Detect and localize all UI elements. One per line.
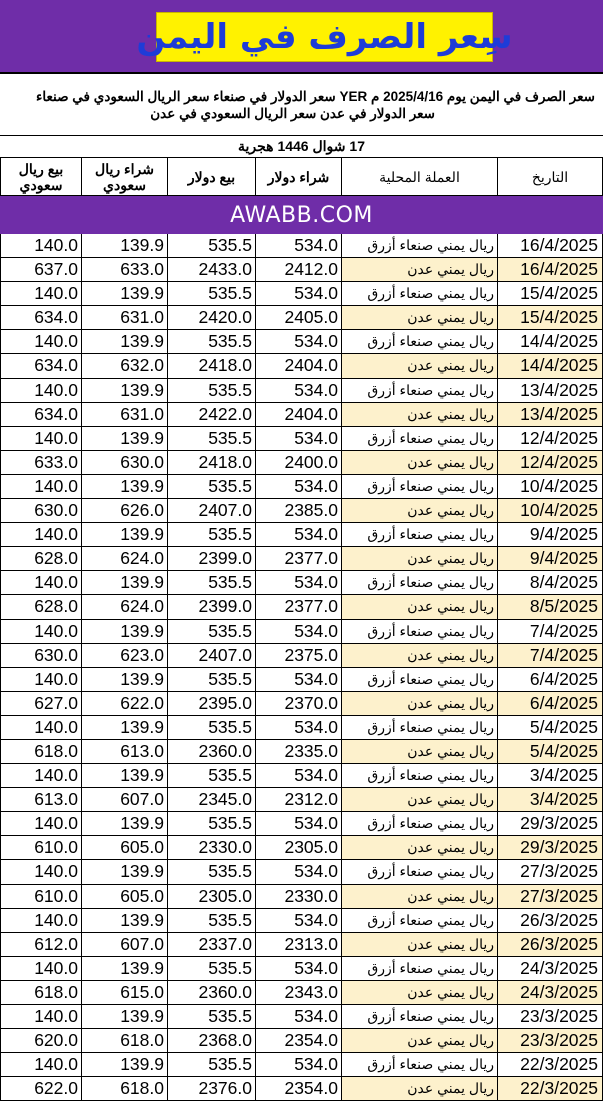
table-row [0, 1029, 603, 1053]
cell-sell-usd: 2399.0 [168, 595, 256, 618]
cell-date: 12/4/2025 [498, 451, 603, 474]
cell-buy-usd: 2343.0 [256, 981, 342, 1004]
cell-sell-usd: 535.5 [168, 523, 256, 546]
table-row [0, 547, 603, 571]
cell-sell-sar: 628.0 [0, 547, 82, 570]
cell-buy-sar: 607.0 [82, 788, 168, 811]
table-row [0, 860, 603, 884]
cell-sell-usd: 535.5 [168, 716, 256, 739]
cell-date: 23/3/2025 [498, 1005, 603, 1028]
col-date: التاريخ [498, 158, 603, 196]
cell-sell-usd: 535.5 [168, 282, 256, 305]
cell-currency: ريال يمني صنعاء أزرق [342, 860, 498, 883]
table-row [0, 330, 603, 354]
site-band [0, 196, 603, 234]
cell-date: 23/3/2025 [498, 1029, 603, 1052]
cell-buy-usd: 534.0 [256, 620, 342, 643]
cell-buy-sar: 139.9 [82, 475, 168, 498]
site-name: AWABB.COM [230, 202, 373, 228]
cell-date: 3/4/2025 [498, 764, 603, 787]
cell-date: 3/4/2025 [498, 788, 603, 811]
table-row [0, 427, 603, 451]
cell-sell-usd: 2407.0 [168, 644, 256, 667]
cell-buy-sar: 139.9 [82, 909, 168, 932]
cell-sell-sar: 620.0 [0, 1029, 82, 1052]
cell-sell-usd: 535.5 [168, 909, 256, 932]
table-row [0, 234, 603, 258]
cell-sell-sar: 612.0 [0, 933, 82, 956]
cell-buy-sar: 605.0 [82, 885, 168, 908]
cell-buy-sar: 631.0 [82, 403, 168, 426]
cell-buy-usd: 534.0 [256, 1053, 342, 1076]
cell-sell-sar: 634.0 [0, 354, 82, 377]
cell-sell-sar: 140.0 [0, 427, 82, 450]
cell-buy-usd: 2385.0 [256, 499, 342, 522]
cell-date: 14/4/2025 [498, 330, 603, 353]
title-box [136, 12, 513, 62]
cell-buy-sar: 139.9 [82, 234, 168, 257]
cell-buy-sar: 139.9 [82, 1005, 168, 1028]
cell-sell-usd: 2395.0 [168, 692, 256, 715]
table-row [0, 933, 603, 957]
cell-currency: ريال يمني صنعاء أزرق [342, 716, 498, 739]
cell-sell-sar: 610.0 [0, 885, 82, 908]
cell-date: 10/4/2025 [498, 499, 603, 522]
cell-sell-sar: 140.0 [0, 909, 82, 932]
cell-currency: ريال يمني صنعاء أزرق [342, 523, 498, 546]
cell-buy-sar: 613.0 [82, 740, 168, 763]
cell-date: 9/4/2025 [498, 547, 603, 570]
cell-sell-sar: 627.0 [0, 692, 82, 715]
cell-buy-usd: 534.0 [256, 1005, 342, 1028]
cell-buy-sar: 139.9 [82, 620, 168, 643]
col-currency: العملة المحلية [342, 158, 498, 196]
cell-currency: ريال يمني عدن [342, 1029, 498, 1052]
cell-currency: ريال يمني صنعاء أزرق [342, 330, 498, 353]
cell-currency: ريال يمني عدن [342, 547, 498, 570]
table-row [0, 499, 603, 523]
cell-currency: ريال يمني عدن [342, 403, 498, 426]
cell-sell-usd: 2418.0 [168, 354, 256, 377]
cell-buy-sar: 139.9 [82, 716, 168, 739]
cell-date: 7/4/2025 [498, 644, 603, 667]
cell-sell-usd: 2337.0 [168, 933, 256, 956]
cell-sell-sar: 140.0 [0, 716, 82, 739]
cell-currency: ريال يمني عدن [342, 354, 498, 377]
cell-buy-usd: 2370.0 [256, 692, 342, 715]
cell-sell-sar: 140.0 [0, 1053, 82, 1076]
table-row [0, 595, 603, 619]
table-row [0, 788, 603, 812]
cell-date: 29/3/2025 [498, 812, 603, 835]
cell-currency: ريال يمني صنعاء أزرق [342, 1005, 498, 1028]
cell-buy-sar: 618.0 [82, 1029, 168, 1052]
cell-date: 27/3/2025 [498, 860, 603, 883]
cell-currency: ريال يمني عدن [342, 499, 498, 522]
cell-buy-usd: 534.0 [256, 523, 342, 546]
cell-currency: ريال يمني صنعاء أزرق [342, 282, 498, 305]
table-row [0, 451, 603, 475]
col-buy-sar: شراء ريال سعودي [82, 158, 168, 196]
cell-currency: ريال يمني صنعاء أزرق [342, 571, 498, 594]
cell-currency: ريال يمني عدن [342, 933, 498, 956]
cell-date: 12/4/2025 [498, 427, 603, 450]
cell-buy-sar: 139.9 [82, 668, 168, 691]
table-row [0, 764, 603, 788]
cell-date: 7/4/2025 [498, 620, 603, 643]
cell-date: 5/4/2025 [498, 740, 603, 763]
cell-currency: ريال يمني صنعاء أزرق [342, 668, 498, 691]
cell-date: 27/3/2025 [498, 885, 603, 908]
page-title: سِعر الصرف في اليمن [136, 17, 513, 57]
cell-sell-usd: 535.5 [168, 475, 256, 498]
table-row [0, 306, 603, 330]
cell-sell-sar: 140.0 [0, 764, 82, 787]
cell-date: 22/3/2025 [498, 1077, 603, 1100]
cell-buy-sar: 623.0 [82, 644, 168, 667]
cell-date: 24/3/2025 [498, 981, 603, 1004]
cell-sell-sar: 140.0 [0, 957, 82, 980]
cell-currency: ريال يمني صنعاء أزرق [342, 1053, 498, 1076]
cell-sell-sar: 140.0 [0, 571, 82, 594]
table-row [0, 620, 603, 644]
cell-date: 26/3/2025 [498, 909, 603, 932]
cell-buy-sar: 139.9 [82, 523, 168, 546]
cell-currency: ريال يمني صنعاء أزرق [342, 379, 498, 402]
cell-sell-usd: 2422.0 [168, 403, 256, 426]
cell-currency: ريال يمني صنعاء أزرق [342, 620, 498, 643]
cell-buy-usd: 534.0 [256, 716, 342, 739]
cell-buy-usd: 2335.0 [256, 740, 342, 763]
table-row [0, 523, 603, 547]
cell-sell-usd: 535.5 [168, 1053, 256, 1076]
cell-sell-usd: 2407.0 [168, 499, 256, 522]
cell-currency: ريال يمني صنعاء أزرق [342, 909, 498, 932]
cell-buy-sar: 622.0 [82, 692, 168, 715]
cell-sell-sar: 618.0 [0, 740, 82, 763]
cell-currency: ريال يمني عدن [342, 788, 498, 811]
table-row [0, 379, 603, 403]
cell-sell-usd: 535.5 [168, 234, 256, 257]
table-row [0, 836, 603, 860]
cell-date: 29/3/2025 [498, 836, 603, 859]
cell-date: 24/3/2025 [498, 957, 603, 980]
cell-currency: ريال يمني عدن [342, 885, 498, 908]
description-line-2: سعر الدولار في عدن سعر الريال السعودي في عدن [150, 106, 435, 121]
cell-sell-sar: 633.0 [0, 451, 82, 474]
column-header-row [0, 158, 603, 196]
table-row [0, 716, 603, 740]
cell-buy-usd: 2404.0 [256, 403, 342, 426]
cell-buy-sar: 139.9 [82, 379, 168, 402]
cell-date: 15/4/2025 [498, 306, 603, 329]
description-line-1: سعر الصرف في اليمن يوم 2025/4/16 م YER سعر الدولار في صنعاء سعر الريال السعودي في صنعاء [36, 89, 595, 104]
table-row [0, 644, 603, 668]
cell-date: 6/4/2025 [498, 668, 603, 691]
cell-sell-sar: 140.0 [0, 1005, 82, 1028]
cell-sell-usd: 2399.0 [168, 547, 256, 570]
cell-sell-sar: 634.0 [0, 403, 82, 426]
table-row [0, 571, 603, 595]
cell-buy-usd: 534.0 [256, 764, 342, 787]
table-row [0, 909, 603, 933]
cell-currency: ريال يمني صنعاء أزرق [342, 957, 498, 980]
table-row [0, 692, 603, 716]
cell-sell-sar: 140.0 [0, 234, 82, 257]
cell-buy-usd: 534.0 [256, 571, 342, 594]
cell-date: 5/4/2025 [498, 716, 603, 739]
cell-sell-sar: 140.0 [0, 523, 82, 546]
cell-currency: ريال يمني عدن [342, 740, 498, 763]
col-sell-sar: بيع ريال سعودي [0, 158, 82, 196]
cell-sell-sar: 140.0 [0, 475, 82, 498]
cell-buy-sar: 139.9 [82, 427, 168, 450]
cell-buy-usd: 534.0 [256, 234, 342, 257]
cell-buy-sar: 618.0 [82, 1077, 168, 1100]
cell-buy-sar: 607.0 [82, 933, 168, 956]
cell-currency: ريال يمني صنعاء أزرق [342, 427, 498, 450]
cell-buy-usd: 2377.0 [256, 547, 342, 570]
cell-currency: ريال يمني عدن [342, 451, 498, 474]
table-row [0, 282, 603, 306]
cell-buy-usd: 2313.0 [256, 933, 342, 956]
cell-sell-sar: 630.0 [0, 499, 82, 522]
table-row [0, 1005, 603, 1029]
cell-buy-sar: 139.9 [82, 330, 168, 353]
rates-table [0, 234, 603, 1101]
cell-buy-usd: 2404.0 [256, 354, 342, 377]
cell-sell-sar: 140.0 [0, 812, 82, 835]
cell-buy-usd: 534.0 [256, 812, 342, 835]
table-row [0, 957, 603, 981]
cell-sell-sar: 613.0 [0, 788, 82, 811]
cell-currency: ريال يمني صنعاء أزرق [342, 475, 498, 498]
cell-buy-sar: 632.0 [82, 354, 168, 377]
col-sell-usd: بيع دولار [168, 158, 256, 196]
table-row [0, 1077, 603, 1101]
cell-currency: ريال يمني عدن [342, 981, 498, 1004]
hijri-date: 17 شوال 1446 هجرية [0, 136, 603, 158]
cell-sell-usd: 2433.0 [168, 258, 256, 281]
table-row [0, 1053, 603, 1077]
cell-date: 16/4/2025 [498, 258, 603, 281]
cell-date: 10/4/2025 [498, 475, 603, 498]
cell-sell-sar: 618.0 [0, 981, 82, 1004]
cell-buy-sar: 139.9 [82, 957, 168, 980]
cell-currency: ريال يمني صنعاء أزرق [342, 764, 498, 787]
cell-sell-usd: 535.5 [168, 812, 256, 835]
cell-sell-usd: 2360.0 [168, 740, 256, 763]
table-row [0, 812, 603, 836]
cell-buy-sar: 139.9 [82, 764, 168, 787]
cell-date: 8/4/2025 [498, 571, 603, 594]
cell-sell-sar: 140.0 [0, 620, 82, 643]
table-row [0, 403, 603, 427]
cell-buy-sar: 624.0 [82, 547, 168, 570]
table-row [0, 668, 603, 692]
cell-buy-usd: 2412.0 [256, 258, 342, 281]
cell-currency: ريال يمني عدن [342, 644, 498, 667]
cell-buy-sar: 631.0 [82, 306, 168, 329]
cell-sell-usd: 535.5 [168, 957, 256, 980]
cell-sell-sar: 630.0 [0, 644, 82, 667]
cell-buy-usd: 534.0 [256, 957, 342, 980]
cell-sell-sar: 140.0 [0, 379, 82, 402]
cell-sell-usd: 2360.0 [168, 981, 256, 1004]
cell-buy-usd: 2305.0 [256, 836, 342, 859]
cell-sell-usd: 2345.0 [168, 788, 256, 811]
cell-date: 13/4/2025 [498, 379, 603, 402]
cell-sell-usd: 2305.0 [168, 885, 256, 908]
cell-buy-sar: 139.9 [82, 571, 168, 594]
cell-date: 6/4/2025 [498, 692, 603, 715]
cell-buy-sar: 139.9 [82, 860, 168, 883]
cell-buy-usd: 2375.0 [256, 644, 342, 667]
cell-sell-usd: 2420.0 [168, 306, 256, 329]
cell-sell-sar: 634.0 [0, 306, 82, 329]
cell-buy-usd: 2405.0 [256, 306, 342, 329]
cell-sell-usd: 535.5 [168, 1005, 256, 1028]
cell-currency: ريال يمني عدن [342, 692, 498, 715]
cell-sell-sar: 140.0 [0, 282, 82, 305]
cell-sell-sar: 140.0 [0, 330, 82, 353]
cell-date: 14/4/2025 [498, 354, 603, 377]
cell-sell-usd: 535.5 [168, 668, 256, 691]
cell-buy-usd: 2377.0 [256, 595, 342, 618]
cell-buy-sar: 605.0 [82, 836, 168, 859]
cell-sell-usd: 535.5 [168, 427, 256, 450]
cell-sell-usd: 535.5 [168, 764, 256, 787]
cell-sell-sar: 140.0 [0, 860, 82, 883]
col-buy-usd: شراء دولار [256, 158, 342, 196]
cell-buy-usd: 534.0 [256, 427, 342, 450]
cell-date: 22/3/2025 [498, 1053, 603, 1076]
cell-buy-sar: 633.0 [82, 258, 168, 281]
cell-buy-usd: 534.0 [256, 668, 342, 691]
cell-buy-usd: 534.0 [256, 909, 342, 932]
cell-buy-usd: 534.0 [256, 860, 342, 883]
cell-date: 16/4/2025 [498, 234, 603, 257]
cell-buy-usd: 534.0 [256, 379, 342, 402]
cell-date: 26/3/2025 [498, 933, 603, 956]
cell-sell-sar: 628.0 [0, 595, 82, 618]
cell-buy-sar: 626.0 [82, 499, 168, 522]
cell-currency: ريال يمني عدن [342, 306, 498, 329]
cell-currency: ريال يمني عدن [342, 595, 498, 618]
cell-sell-usd: 2418.0 [168, 451, 256, 474]
cell-sell-usd: 535.5 [168, 330, 256, 353]
description [0, 72, 603, 136]
table-row [0, 475, 603, 499]
cell-buy-usd: 534.0 [256, 475, 342, 498]
cell-sell-usd: 535.5 [168, 620, 256, 643]
cell-buy-usd: 2312.0 [256, 788, 342, 811]
cell-buy-usd: 534.0 [256, 330, 342, 353]
cell-date: 15/4/2025 [498, 282, 603, 305]
table-row [0, 885, 603, 909]
cell-buy-usd: 2400.0 [256, 451, 342, 474]
cell-currency: ريال يمني صنعاء أزرق [342, 812, 498, 835]
cell-sell-sar: 622.0 [0, 1077, 82, 1100]
cell-sell-sar: 140.0 [0, 668, 82, 691]
cell-currency: ريال يمني عدن [342, 1077, 498, 1100]
cell-buy-usd: 2354.0 [256, 1077, 342, 1100]
cell-sell-usd: 535.5 [168, 571, 256, 594]
cell-buy-usd: 2330.0 [256, 885, 342, 908]
cell-sell-usd: 2376.0 [168, 1077, 256, 1100]
cell-buy-sar: 139.9 [82, 812, 168, 835]
cell-currency: ريال يمني صنعاء أزرق [342, 234, 498, 257]
cell-buy-sar: 624.0 [82, 595, 168, 618]
cell-date: 9/4/2025 [498, 523, 603, 546]
table-row [0, 740, 603, 764]
cell-date: 8/5/2025 [498, 595, 603, 618]
table-row [0, 258, 603, 282]
table-row [0, 981, 603, 1005]
cell-buy-sar: 139.9 [82, 1053, 168, 1076]
cell-sell-sar: 637.0 [0, 258, 82, 281]
cell-buy-usd: 2354.0 [256, 1029, 342, 1052]
cell-currency: ريال يمني عدن [342, 836, 498, 859]
cell-buy-sar: 139.9 [82, 282, 168, 305]
cell-sell-usd: 535.5 [168, 860, 256, 883]
table-row [0, 354, 603, 378]
cell-buy-usd: 534.0 [256, 282, 342, 305]
title-banner [0, 0, 603, 72]
cell-buy-sar: 615.0 [82, 981, 168, 1004]
cell-sell-usd: 2368.0 [168, 1029, 256, 1052]
cell-date: 13/4/2025 [498, 403, 603, 426]
cell-sell-sar: 610.0 [0, 836, 82, 859]
cell-sell-usd: 535.5 [168, 379, 256, 402]
cell-buy-sar: 630.0 [82, 451, 168, 474]
cell-currency: ريال يمني عدن [342, 258, 498, 281]
cell-sell-usd: 2330.0 [168, 836, 256, 859]
